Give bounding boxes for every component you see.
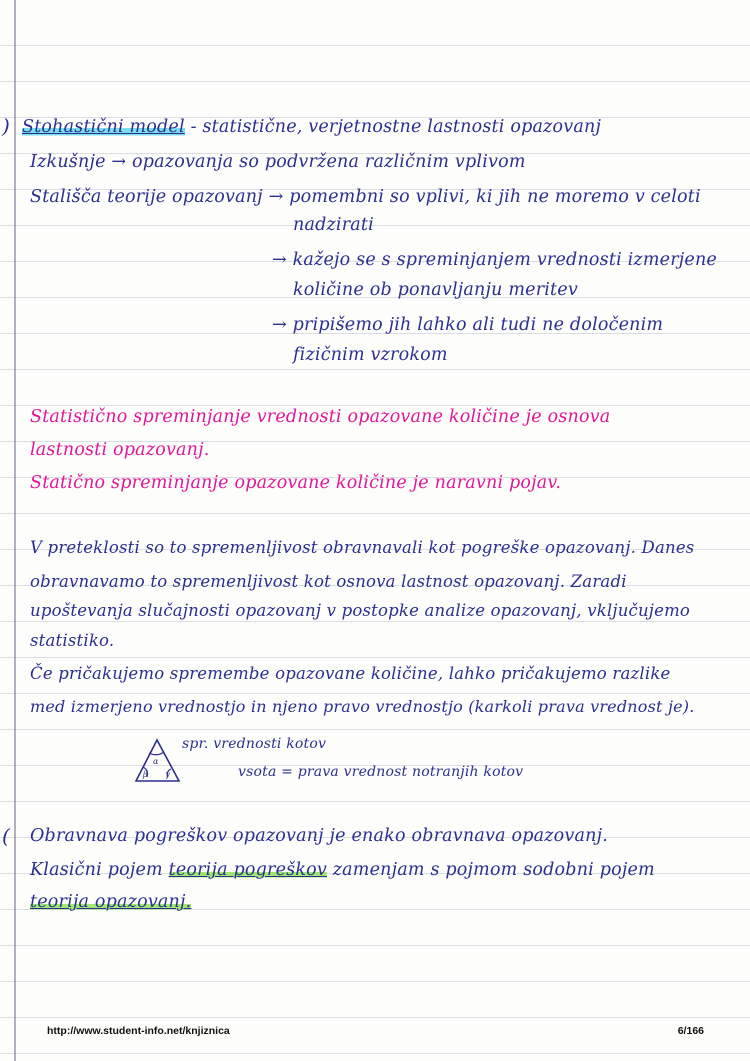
highlight-term-theory-of-observations: teorija opazovanj. <box>30 892 192 912</box>
note-line-1: Izkušnje → opazovanja so podvržena različnim vplivom <box>30 152 526 172</box>
note-line-7: fizičnim vzrokom <box>293 345 448 365</box>
margin-bracket-mark-2: ( <box>2 824 10 848</box>
margin-bracket-mark: ) <box>2 114 10 138</box>
heading-line <box>22 117 601 137</box>
para-line-1: V preteklosti so to spremenljivost obravnavali kot pogreške opazovanj. Danes <box>30 538 695 557</box>
note-line-4: → kažejo se s spreminjanjem vrednosti izmerjene <box>272 250 717 270</box>
final-line-2-post: zamenjam s pojmom sodobni pojem <box>332 860 655 880</box>
note-line-5: količine ob ponavljanju meritev <box>293 280 578 300</box>
note-line-2: Stališča teorije opazovanj → pomembni so vplivi, ki jih ne moremo v celoti <box>30 187 701 207</box>
pink-line-2: lastnosti opazovanj. <box>30 440 210 460</box>
footer-url: http://www.student-info.net/knjiznica <box>47 1025 230 1037</box>
final-line-2 <box>30 860 655 880</box>
final-line-1: Obravnava pogreškov opazovanj je enako obravnava opazovanj. <box>30 826 608 846</box>
para-line-2: obravnavamo to spremenljivost kot osnova lastnost opazovanj. Zaradi <box>30 572 627 591</box>
para-line-5: Če pričakujemo spremembe opazovane količine, lahko pričakujemo razlike <box>30 664 671 683</box>
pink-line-1: Statistično spreminjanje vrednosti opazovane količine je osnova <box>30 407 611 427</box>
highlight-term-theory-of-errors: teorija pogreškov <box>168 860 327 880</box>
para-line-3: upoštevanja slučajnosti opazovanj v postopke analize opazovanj, vključujemo <box>30 601 691 620</box>
svg-text:β: β <box>143 770 148 779</box>
triangle-angles-diagram <box>133 737 183 785</box>
svg-text:γ: γ <box>165 770 170 779</box>
note-line-3: nadzirati <box>293 215 374 235</box>
heading-rest: - statistične, verjetnostne lastnosti opazovanj <box>190 117 602 137</box>
para-line-6: med izmerjeno vrednostjo in njeno pravo vrednostjo (karkoli prava vrednost je). <box>30 697 695 716</box>
diagram-label-top: spr. vrednosti kotov <box>182 736 327 752</box>
pink-line-3: Statično spreminjanje opazovane količine je naravni pojav. <box>30 473 562 493</box>
margin-line <box>14 0 16 1061</box>
footer-page-number: 6/166 <box>677 1025 704 1037</box>
final-line-3 <box>30 892 191 912</box>
svg-text:α: α <box>153 757 159 766</box>
para-line-4: statistiko. <box>30 631 115 650</box>
diagram-label-bottom: vsota = prava vrednost notranjih kotov <box>238 764 524 780</box>
heading-term: Stohastični model <box>22 117 185 137</box>
final-line-2-pre: Klasični pojem <box>30 860 163 880</box>
note-line-6: → pripišemo jih lahko ali tudi ne določenim <box>272 315 664 335</box>
